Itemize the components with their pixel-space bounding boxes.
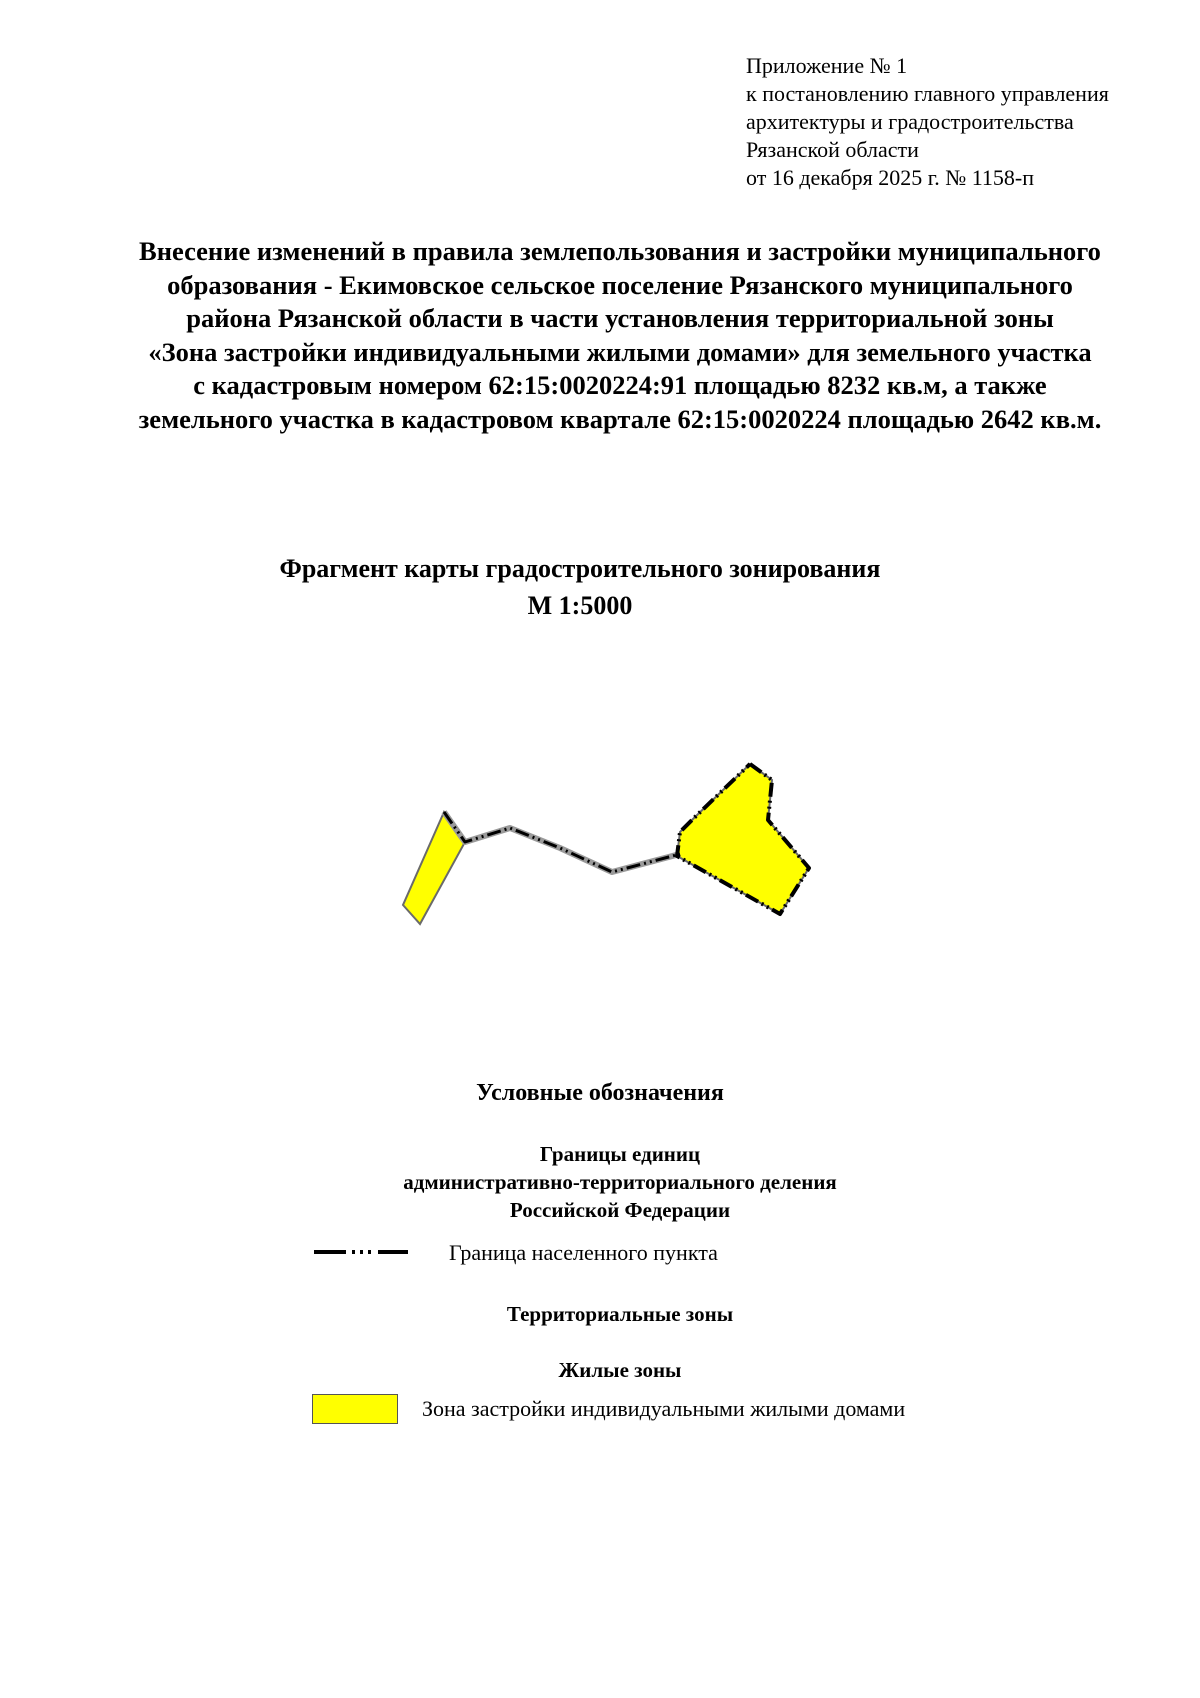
- appendix-line: Приложение № 1: [746, 53, 908, 78]
- legend-title: Условные обозначения: [476, 1080, 724, 1106]
- appendix-line: к постановлению главного управления: [746, 81, 1109, 106]
- appendix-line: от 16 декабря 2025 г. № 1158-п: [746, 165, 1035, 190]
- title-line: Внесение изменений в правила землепользования и застройки муниципального: [139, 236, 1101, 266]
- title-line: района Рязанской области в части установления территориальной зоны: [186, 303, 1054, 333]
- legend-zone-label: Зона застройки индивидуальными жилыми домами: [422, 1396, 906, 1421]
- title-line: образования - Екимовское сельское поселение Рязанского муниципального: [167, 269, 1073, 300]
- legend-boundaries-heading: [300, 1140, 940, 1224]
- legend-zone-item: [312, 1394, 1072, 1430]
- appendix-line: архитектуры и градостроительства: [746, 109, 1074, 134]
- title-line: «Зона застройки индивидуальными жилыми домами» для земельного участка: [148, 336, 1092, 367]
- map-title-block: [180, 550, 980, 624]
- legend-heading-line: Границы единиц: [539, 1142, 701, 1166]
- legend-boundary-label: Граница населенного пункта: [449, 1240, 718, 1265]
- boundary-line-symbol: [312, 1242, 412, 1262]
- title-line: с кадастровым номером 62:15:0020224:91 площадью 8232 кв.м, а также: [193, 370, 1047, 400]
- legend-residential-heading: Жилые зоны: [558, 1358, 682, 1382]
- zone-color-swatch: [312, 1394, 398, 1424]
- appendix-line: Рязанской области: [746, 137, 919, 162]
- legend-boundary-item: [312, 1240, 912, 1270]
- map-scale: М 1:5000: [527, 591, 633, 620]
- legend-zones-heading: Территориальные зоны: [506, 1302, 734, 1326]
- document-title: [60, 235, 1180, 436]
- zoning-map-fragment: [0, 700, 1200, 960]
- legend-heading-line: административно-территориального деления: [403, 1170, 837, 1194]
- appendix-block: [746, 52, 1176, 192]
- legend-heading-line: Российской Федерации: [509, 1198, 731, 1222]
- map-title: Фрагмент карты градостроительного зонирования: [279, 554, 881, 583]
- title-line: земельного участка в кадастровом квартале 62:15:0020224 площадью 2642 кв.м.: [138, 403, 1102, 434]
